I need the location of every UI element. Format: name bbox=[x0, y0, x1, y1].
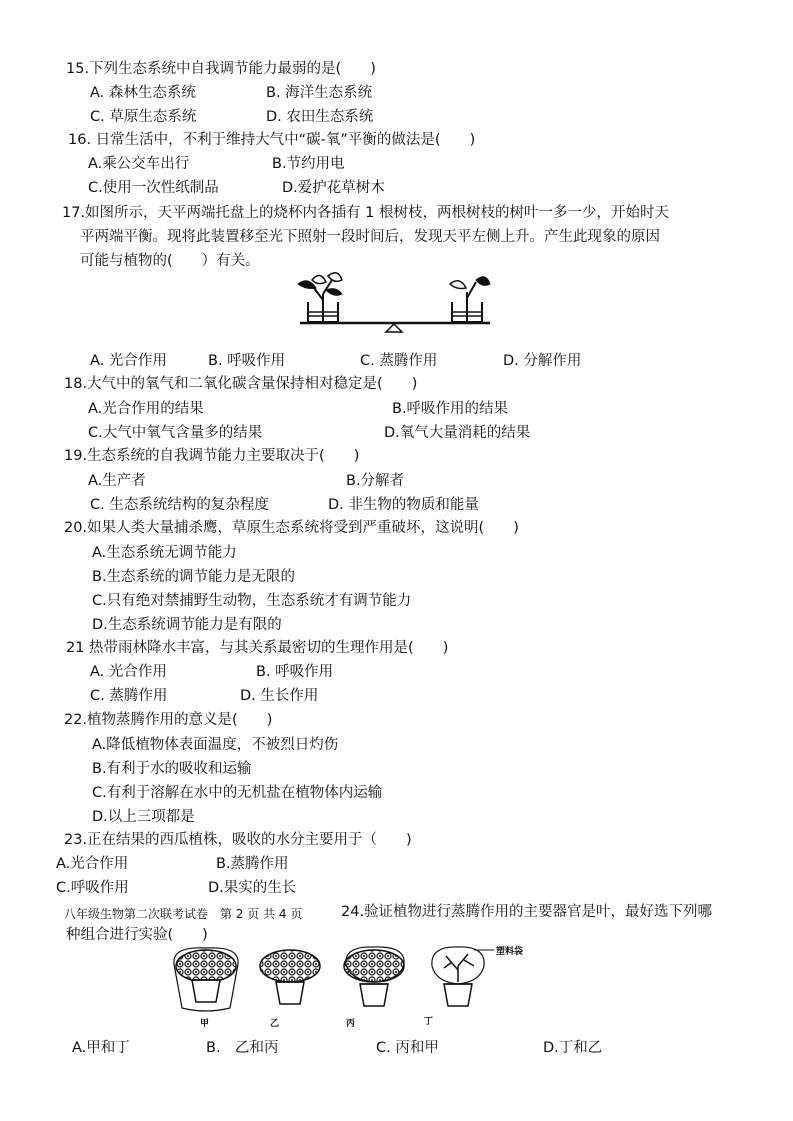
q24-option-d: D.丁和乙 bbox=[543, 1040, 603, 1056]
q16-stem: 16. 日常生活中，不利于维持大气中“碳-氧”平衡的做法是( ) bbox=[68, 132, 476, 148]
plant-label-ding: 丁 bbox=[424, 1017, 434, 1027]
q19-option-b: B.分解者 bbox=[346, 473, 405, 489]
q17-stem-line2: 平两端平衡。现将此装置移至光下照射一段时间后，发现天平左侧上升。产生此现象的原因 bbox=[80, 229, 660, 245]
q23-option-a: A.光合作用 bbox=[56, 856, 129, 872]
q20-stem: 20.如果人类大量捕杀鹰，草原生态系统将受到严重破坏，这说明( ) bbox=[64, 520, 519, 536]
plant-label-yi: 乙 bbox=[270, 1019, 280, 1029]
q16-option-c: C.使用一次性纸制品 bbox=[88, 180, 219, 196]
q20-option-d: D.生态系统调节能力是有限的 bbox=[92, 617, 282, 633]
q18-option-a: A.光合作用的结果 bbox=[88, 401, 204, 417]
q23-option-d: D.果实的生长 bbox=[208, 880, 297, 896]
q17-stem-line1: 17.如图所示，天平两端托盘上的烧杯内各插有 1 根树枝，两根树枝的树叶一多一少，开始时天 bbox=[62, 205, 669, 221]
q15-option-a: A. 森林生态系统 bbox=[90, 85, 196, 101]
q15-option-c: C. 草原生态系统 bbox=[90, 109, 197, 125]
q24-stem-line2: 种组合进行实验( ) bbox=[66, 927, 208, 943]
q17-option-c: C. 蒸腾作用 bbox=[360, 353, 438, 369]
q24-option-a: A.甲和丁 bbox=[72, 1040, 130, 1056]
q18-option-d: D.氧气大量消耗的结果 bbox=[384, 425, 531, 441]
q16-option-a: A.乘公交车出行 bbox=[88, 156, 190, 172]
q19-option-c: C. 生态系统结构的复杂程度 bbox=[90, 497, 269, 513]
q21-option-a: A. 光合作用 bbox=[90, 664, 167, 680]
q18-option-c: C.大气中氧气含量多的结果 bbox=[88, 425, 263, 441]
q24-option-b: B. 乙和丙 bbox=[206, 1040, 279, 1056]
q15-option-d: D. 农田生态系统 bbox=[266, 109, 374, 125]
q21-option-c: C. 蒸腾作用 bbox=[90, 688, 168, 704]
q15-stem: 15.下列生态系统中自我调节能力最弱的是( ) bbox=[66, 61, 376, 77]
q17-option-b: B. 呼吸作用 bbox=[208, 353, 286, 369]
q17-stem-line3: 可能与植物的( ）有关。 bbox=[80, 253, 260, 269]
q17-option-d: D. 分解作用 bbox=[503, 353, 582, 369]
page-footer: 八年级生物第二次联考试卷 第 2 页 共 4 页 bbox=[64, 907, 303, 921]
q19-option-a: A.生产者 bbox=[88, 473, 146, 489]
q23-option-c: C.呼吸作用 bbox=[56, 880, 129, 896]
q23-stem: 23.正在结果的西瓜植株，吸收的水分主要用于（ ) bbox=[64, 832, 412, 848]
bag-callout-label: 塑料袋 bbox=[496, 947, 524, 957]
plant-jia-leaves bbox=[176, 950, 236, 982]
q24-option-c: C. 丙和甲 bbox=[376, 1040, 439, 1056]
q20-option-a: A.生态系统无调节能力 bbox=[92, 545, 237, 561]
q17-option-a: A. 光合作用 bbox=[90, 353, 167, 369]
q16-option-d: D.爱护花草树木 bbox=[282, 180, 385, 196]
q18-stem: 18.大气中的氧气和二氧化碳含量保持相对稳定是( ) bbox=[64, 376, 418, 392]
q20-option-c: C.只有绝对禁捕野生动物，生态系统才有调节能力 bbox=[92, 593, 412, 609]
plant-label-bing: 丙 bbox=[346, 1019, 356, 1029]
q15-option-b: B. 海洋生态系统 bbox=[266, 85, 373, 101]
q21-option-b: B. 呼吸作用 bbox=[256, 664, 334, 680]
q16-option-b: B.节约用电 bbox=[272, 156, 345, 172]
q22-option-d: D.以上三项都是 bbox=[92, 809, 195, 825]
q18-option-b: B.呼吸作用的结果 bbox=[392, 401, 509, 417]
q21-stem: 21 热带雨林降水丰富，与其关系最密切的生理作用是( ) bbox=[66, 640, 449, 656]
q19-stem: 19.生态系统的自我调节能力主要取决于( ) bbox=[64, 448, 360, 464]
q22-stem: 22.植物蒸腾作用的意义是( ) bbox=[64, 712, 273, 728]
balance-figure bbox=[290, 270, 500, 334]
potted-plants-figure bbox=[168, 944, 508, 1016]
q24-stem-line1: 24.验证植物进行蒸腾作用的主要器官是叶，最好选下列哪 bbox=[341, 904, 713, 920]
q22-option-c: C.有利于溶解在水中的无机盐在植物体内运输 bbox=[92, 785, 383, 801]
q22-option-b: B.有利于水的吸收和运输 bbox=[92, 761, 252, 777]
plant-label-jia: 甲 bbox=[200, 1019, 210, 1029]
q22-option-a: A.降低植物体表面温度，不被烈日灼伤 bbox=[92, 737, 339, 753]
q20-option-b: B.生态系统的调节能力是无限的 bbox=[92, 569, 296, 585]
q21-option-d: D. 生长作用 bbox=[240, 688, 319, 704]
q23-option-b: B.蒸腾作用 bbox=[216, 856, 289, 872]
q19-option-d: D. 非生物的物质和能量 bbox=[328, 497, 479, 513]
